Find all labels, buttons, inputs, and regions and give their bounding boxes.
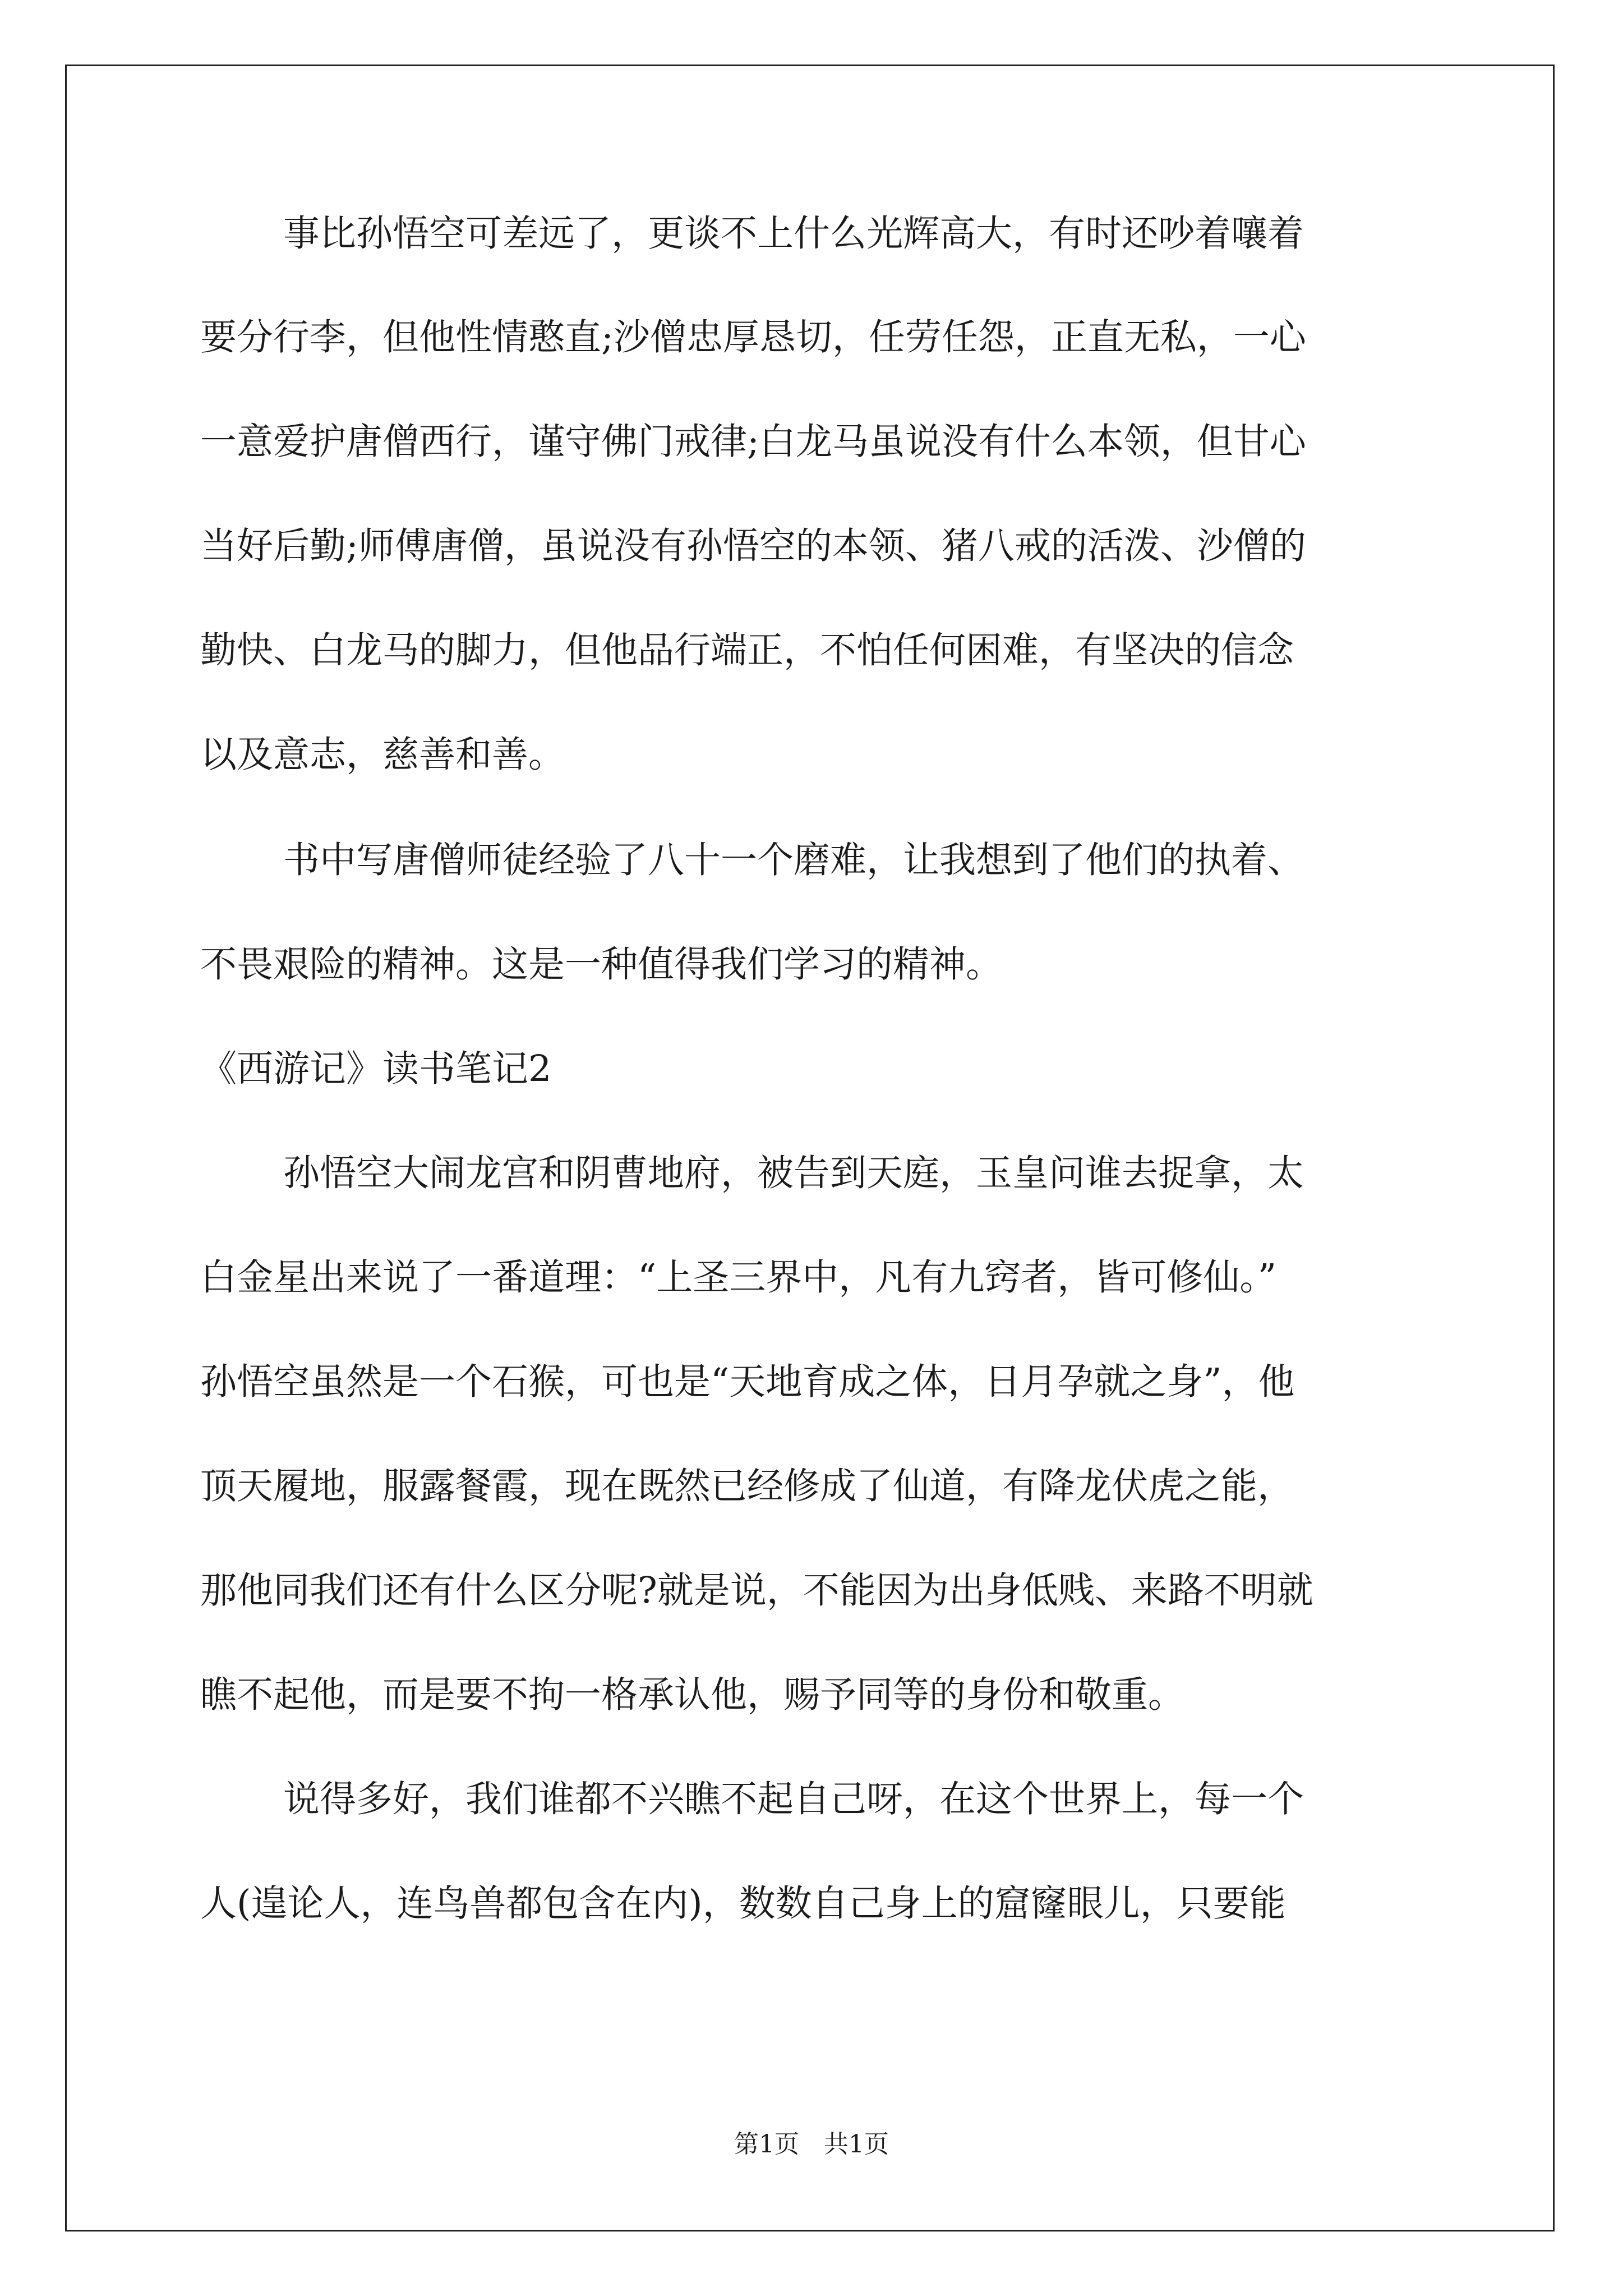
paragraph-line: 一意爱护唐僧西行，谨守佛门戒律;白龙马虽说没有什么本领，但甘心: [200, 421, 1306, 463]
paragraph-line: 顶天履地，服露餐霞，现在既然已经修成了仙道，有降龙伏虎之能，: [200, 1465, 1294, 1507]
paragraph-line: 不畏艰险的精神。这是一种值得我们学习的精神。: [200, 944, 1003, 986]
paragraph-line: 孙悟空大闹龙宫和阴曹地府，被告到天庭，玉皇问谁去捉拿，太: [283, 1152, 1304, 1194]
paragraph-line: 孙悟空虽然是一个石猴，可也是“天地育成之体，日月孕就之身”，他: [200, 1361, 1295, 1403]
paragraph-line: 勤快、白龙马的脚力，但他品行端正，不怕任何困难，有坚决的信念: [200, 629, 1294, 671]
paragraph-line: 要分行李，但他性情憨直;沙僧忠厚恳切，任劳任怨，正直无私，一心: [200, 316, 1306, 358]
paragraph-line: 白金星出来说了一番道理：“上圣三界中，凡有九窍者，皆可修仙。”: [200, 1257, 1276, 1299]
paragraph-line: 那他同我们还有什么区分呢?就是说，不能因为出身低贱、来路不明就: [200, 1570, 1313, 1612]
section-heading: 《西游记》读书笔记2: [200, 1048, 552, 1090]
paragraph-line: 书中写唐僧师徒经验了八十一个磨难，让我想到了他们的执着、: [283, 839, 1304, 881]
page-number-footer: 第1页 共1页: [734, 2130, 889, 2159]
paragraph-line: 事比孙悟空可差远了，更谈不上什么光辉高大，有时还吵着嚷着: [283, 213, 1304, 255]
paragraph-line: 瞧不起他，而是要不拘一格承认他，赐予同等的身份和敬重。: [200, 1674, 1185, 1716]
paragraph-line: 说得多好，我们谁都不兴瞧不起自己呀，在这个世界上，每一个: [283, 1778, 1304, 1820]
paragraph-line: 以及意志，慈善和善。: [200, 734, 565, 776]
paragraph-line: 人(遑论人，连鸟兽都包含在内)，数数自己身上的窟窿眼儿，只要能: [200, 1883, 1286, 1925]
paragraph-line: 当好后勤;师傅唐僧，虽说没有孙悟空的本领、猪八戒的活泼、沙僧的: [200, 525, 1306, 567]
